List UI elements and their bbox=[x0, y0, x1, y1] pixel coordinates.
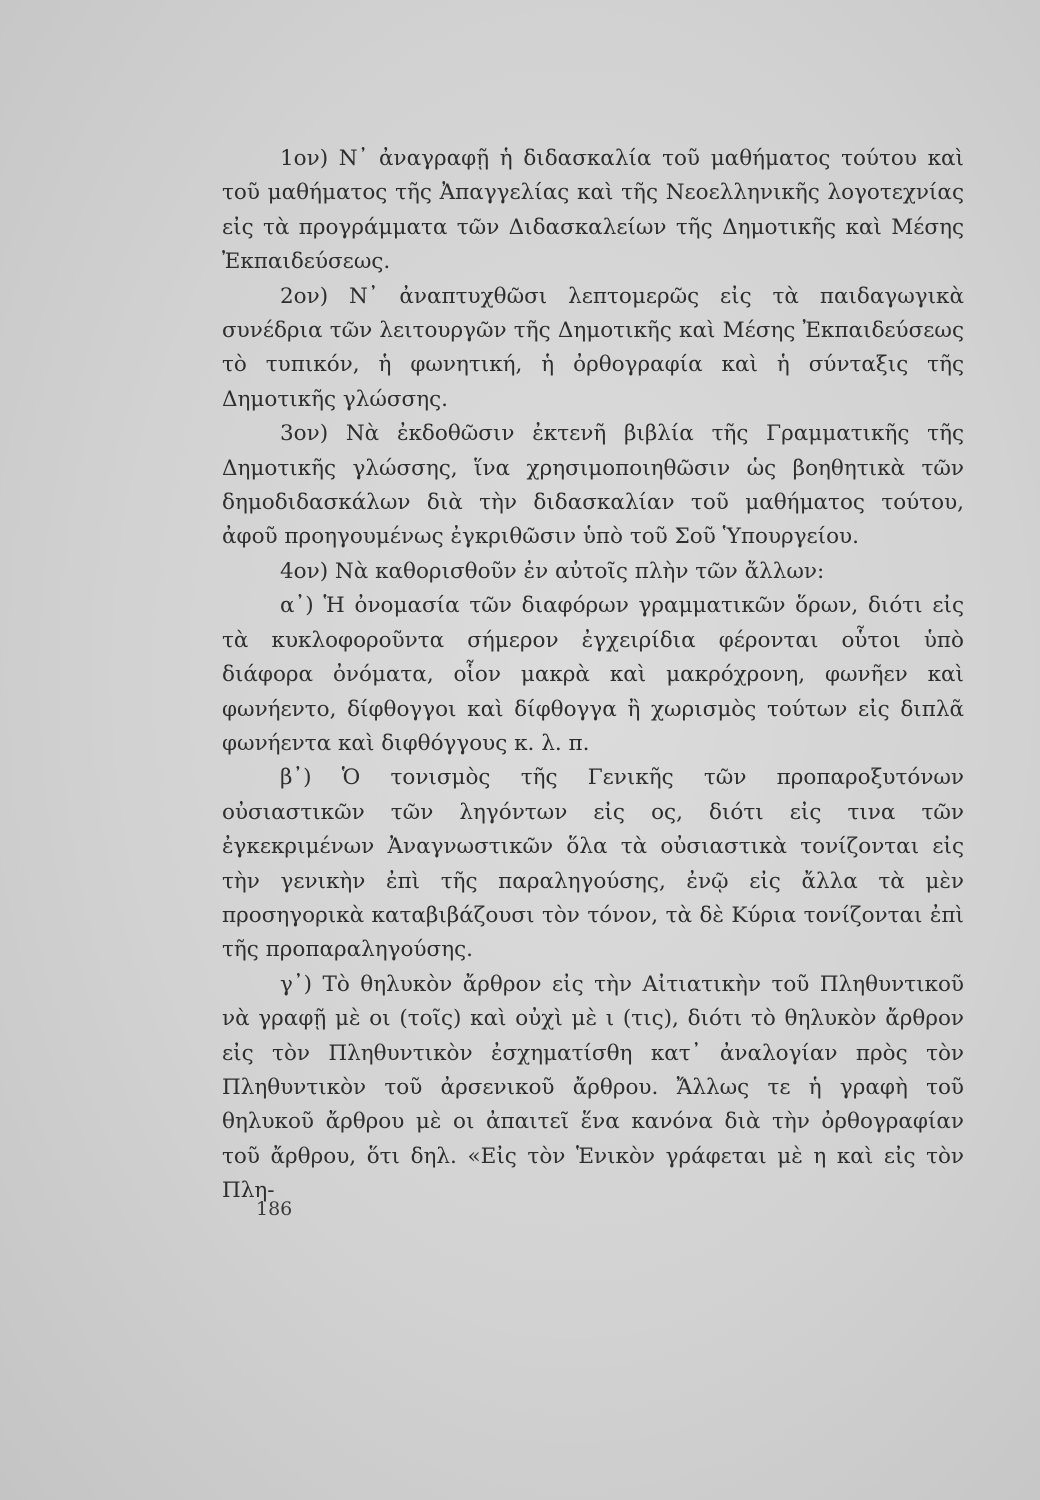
paragraph-point-1: 1ον) Ν᾽ ἀναγραφῇ ἡ διδασκαλία τοῦ μαθήματος τούτου καὶ τοῦ μαθήματος τῆς Ἀπαγγελίας καὶ τῆς Νεοελληνικῆς λογοτεχνίας εἰς τὰ προγράμματα τῶν Διδασκαλείων τῆς Δημοτικῆς καὶ Μέσης Ἐκπαιδεύσεως. bbox=[222, 146, 964, 275]
page-body-text bbox=[222, 142, 964, 1209]
paragraph-point-3: 3ον) Νὰ ἐκδοθῶσιν ἐκτενῆ βιβλία τῆς Γραμματικῆς τῆς Δημοτικῆς γλώσσης, ἵνα χρησιμοποιηθῶσιν ὡς βοηθητικὰ τῶν δημοδιδασκάλων διὰ τὴν διδασκαλίαν τοῦ μαθήματος τούτου, ἀφοῦ προηγουμένως ἐγκριθῶσιν ὑπὸ τοῦ Σοῦ Ὑπουργείου. bbox=[222, 421, 964, 550]
paragraph-subpoint-c: γ᾽) Τὸ θηλυκὸν ἄρθρον εἰς τὴν Αἰτιατικὴν τοῦ Πληθυντικοῦ νὰ γραφῇ μὲ οι (τοῖς) καὶ οὐχὶ μὲ ι (τις), διότι τὸ θηλυκὸν ἄρθρον εἰς τὸν Πληθυντικὸν ἐσχηματίσθη κατ᾽ ἀναλογίαν πρὸς τὸν Πληθυντικὸν τοῦ ἀρσενικοῦ ἄρθρου. Ἄλλως τε ἡ γραφὴ τοῦ θηλυκοῦ ἄρθρου μὲ οι ἀπαιτεῖ ἕνα κανόνα διὰ τὴν ὀρθογραφίαν τοῦ ἄρθρου, ὅτι δηλ. «Εἰς τὸν Ἑνικὸν γράφεται μὲ η καὶ εἰς τὸν Πλη- bbox=[222, 971, 964, 1204]
paragraph-subpoint-b: β᾽) Ὁ τονισμὸς τῆς Γενικῆς τῶν προπαροξυτόνων οὐσιαστικῶν τῶν ληγόντων εἰς ος, διότι εἰς τινα τῶν ἐγκεκριμένων Ἀναγνωστικῶν ὅλα τὰ οὐσιαστικὰ τονίζονται εἰς τὴν γενικὴν ἐπὶ τῆς παραληγούσης, ἐνῷ εἰς ἄλλα τὰ μὲν προσηγορικὰ καταβιβάζουσι τὸν τόνον, τὰ δὲ Κύρια τονίζονται ἐπὶ τῆς προπαραληγούσης. bbox=[222, 765, 964, 963]
paragraph-point-4: 4ον) Νὰ καθορισθοῦν ἐν αὐτοῖς πλὴν τῶν ἄλλων: bbox=[280, 558, 825, 584]
page-number: 186 bbox=[256, 1198, 293, 1220]
paragraph-point-2: 2ον) Ν᾽ ἀναπτυχθῶσι λεπτομερῶς εἰς τὰ παιδαγωγικὰ συνέδρια τῶν λειτουργῶν τῆς Δημοτικῆς καὶ Μέσης Ἐκπαιδεύσεως τὸ τυπικόν, ἡ φωνητική, ἡ ὀρθογραφία καὶ ἡ σύνταξις τῆς Δημοτικῆς γλώσσης. bbox=[222, 283, 964, 412]
paragraph-subpoint-a: α᾽) Ἡ ὀνομασία τῶν διαφόρων γραμματικῶν ὅρων, διότι εἰς τὰ κυκλοφοροῦντα σήμερον ἐγχειρίδια φέρονται οὗτοι ὑπὸ διάφορα ὀνόματα, οἷον μακρὰ καὶ μακρόχρονη, φωνῆεν καὶ φωνήεντο, δίφθογγοι καὶ δίφθογγα ἢ χωρισμὸς τούτων εἰς διπλᾶ φωνήεντα καὶ διφθόγγους κ. λ. π. bbox=[222, 593, 964, 756]
